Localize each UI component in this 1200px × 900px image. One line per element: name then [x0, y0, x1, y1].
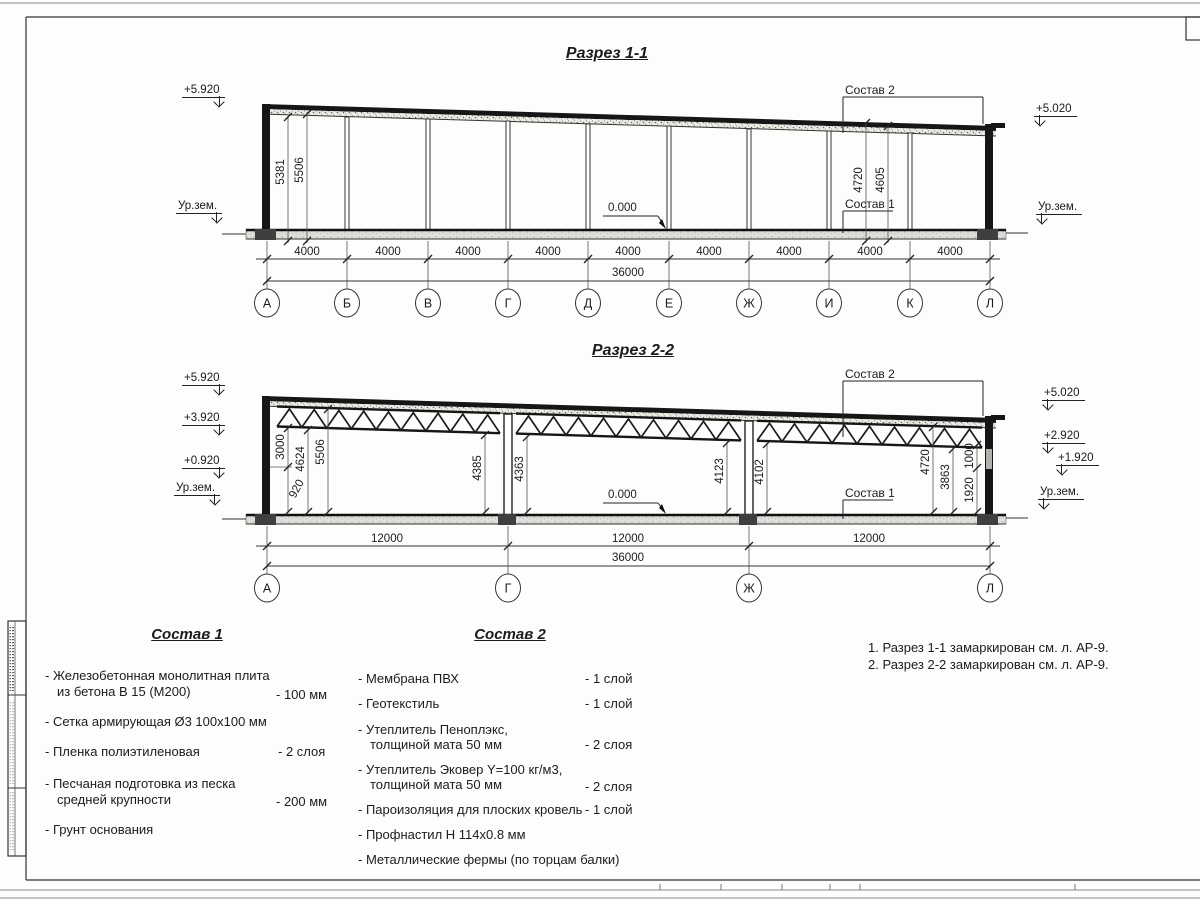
- level-arrow-icon: [1055, 464, 1068, 476]
- height-dim-5381: 5381: [275, 159, 287, 185]
- sheet-note: 2. Разрез 2-2 замаркирован см. л. АР-9.: [868, 657, 1109, 672]
- level-arrow-icon: [213, 384, 226, 396]
- list-item-value: - 200 мм: [276, 794, 328, 809]
- level-value: +5.920: [184, 372, 220, 384]
- level-value: Ур.зем.: [176, 482, 216, 494]
- height-dim-4102: 4102: [754, 459, 766, 485]
- grid-bubble: Ж: [736, 289, 762, 318]
- grid-bubble: В: [415, 289, 441, 318]
- grid-bubble: А: [254, 574, 280, 603]
- zero-level-s1: 0.000: [608, 202, 637, 214]
- list-item-value: - 2 слоя: [278, 744, 326, 759]
- zero-level-s2: 0.000: [608, 489, 637, 501]
- list-item-value: - 1 слой: [585, 671, 633, 686]
- height-dim-5506-s2: 5506: [315, 439, 327, 465]
- level-mark-2920-right-s2: [1042, 429, 1085, 444]
- list-item: - Сетка армирующая Ø3 100x100 мм: [45, 714, 267, 729]
- level-value: +0.920: [184, 455, 220, 467]
- list-item: - Грунт основания: [45, 822, 154, 837]
- list-item: - Утеплитель Пеноплэкс,: [358, 722, 508, 737]
- list-item: толщиной мата 50 мм: [370, 737, 503, 752]
- level-arrow-icon: [1037, 498, 1050, 510]
- level-arrow-icon: [213, 467, 226, 479]
- grid-bubble: А: [254, 289, 280, 318]
- callout-sostav1-s1: Состав 1: [845, 197, 895, 211]
- list-item-value: - 1 слой: [585, 802, 633, 817]
- callout-sostav2-s1: Состав 2: [845, 83, 895, 97]
- bay-dim: 12000: [371, 533, 403, 545]
- list-item-value: - 2 слоя: [585, 737, 633, 752]
- grid-bubble: Л: [977, 574, 1003, 603]
- grid-bubble: Л: [977, 289, 1003, 318]
- level-value: Ур.зем.: [178, 200, 218, 212]
- bay-dim: 4000: [937, 246, 963, 258]
- left-filing-strip: [8, 621, 26, 856]
- section2-title: Разрез 2-2: [591, 342, 675, 359]
- height-dim-3000: 3000: [275, 434, 287, 460]
- height-dim-4123: 4123: [714, 458, 726, 484]
- height-dim-4720-s1: 4720: [853, 167, 865, 193]
- bay-dim: 4000: [455, 246, 481, 258]
- bay-dim: 4000: [375, 246, 401, 258]
- level-arrow-icon: [213, 96, 226, 108]
- list-item: - Геотекстиль: [358, 696, 440, 711]
- list-item: - Профнастил Н 114x0.8 мм: [358, 827, 526, 842]
- level-value: Ур.зем.: [1040, 486, 1080, 498]
- list-item: - Пленка полиэтиленовая: [45, 744, 200, 759]
- list-item: - Пароизоляция для плоских кровель: [358, 802, 583, 817]
- bay-dim: 12000: [853, 533, 885, 545]
- total-dim-s2: 36000: [612, 552, 644, 564]
- height-dim-3863: 3863: [940, 464, 952, 490]
- bay-dim: 4000: [857, 246, 883, 258]
- list-item: - Мембрана ПВХ: [358, 671, 459, 686]
- ground-level-right-s1: [1036, 200, 1082, 215]
- level-arrow-icon: [208, 494, 221, 506]
- grid-bubble: Д: [575, 289, 601, 318]
- bay-dim: 4000: [615, 246, 641, 258]
- list-item-value: - 1 слой: [585, 696, 633, 711]
- grid-bubble: Ж: [736, 574, 762, 603]
- level-value: +5.920: [184, 84, 220, 96]
- level-arrow-icon: [1041, 399, 1054, 411]
- grid-bubble: К: [897, 289, 923, 318]
- list-item: толщиной мата 50 мм: [370, 777, 503, 792]
- ground-level-left-s2: [174, 481, 220, 496]
- section1-title: Разрез 1-1: [565, 45, 649, 62]
- callout-sostav2-s2: Состав 2: [845, 367, 895, 381]
- list-item-value: - 2 слоя: [585, 779, 633, 794]
- grid-bubble: Г: [495, 574, 521, 603]
- height-dim-1000: 1000: [964, 443, 976, 469]
- bay-dim: 4000: [776, 246, 802, 258]
- sostav2-title: Состав 2: [474, 626, 546, 643]
- list-item: средней крупности: [57, 792, 171, 807]
- grid-bubble: Е: [656, 289, 682, 318]
- ground-level-right-s2: [1038, 485, 1084, 500]
- height-dim-1920: 1920: [964, 477, 976, 503]
- ground-level-left-s1: [176, 199, 222, 214]
- level-mark-5920-left-s1: [182, 83, 225, 98]
- bay-dim: 4000: [696, 246, 722, 258]
- level-value: +5.020: [1044, 387, 1080, 399]
- level-arrow-icon: [210, 212, 223, 224]
- level-value: +1.920: [1058, 452, 1094, 464]
- sostav1-title: Состав 1: [151, 626, 223, 643]
- level-arrow-icon: [1033, 115, 1046, 127]
- total-dim-s1: 36000: [612, 267, 644, 279]
- level-mark-5920-left-s2: [182, 371, 225, 386]
- level-value: +5.020: [1036, 103, 1072, 115]
- level-arrow-icon: [1041, 442, 1054, 454]
- level-mark-5020-right-s1: [1034, 102, 1077, 117]
- level-mark-5020-right-s2: [1042, 386, 1085, 401]
- list-item: из бетона В 15 (М200): [57, 684, 191, 699]
- list-item: - Железобетонная монолитная плита: [45, 668, 270, 683]
- level-value: Ур.зем.: [1038, 201, 1078, 213]
- level-mark-1920-right-s2: [1056, 451, 1099, 466]
- height-dim-4720-s2: 4720: [920, 449, 932, 475]
- grid-bubble: Г: [495, 289, 521, 318]
- sheet-note: 1. Разрез 1-1 замаркирован см. л. АР-9.: [868, 640, 1109, 655]
- level-value: +3.920: [184, 412, 220, 424]
- bay-dim: 4000: [294, 246, 320, 258]
- level-mark-3920-left-s2: [182, 411, 225, 426]
- list-item: - Металлические фермы (по торцам балки): [358, 852, 620, 867]
- height-dim-920: 920: [287, 477, 307, 501]
- height-dim-4363: 4363: [514, 456, 526, 482]
- list-item: - Песчаная подготовка из песка: [45, 776, 236, 791]
- level-arrow-icon: [213, 424, 226, 436]
- list-item-value: - 100 мм: [276, 687, 328, 702]
- height-dim-4624: 4624: [295, 446, 307, 472]
- list-item: - Утеплитель Эковер Y=100 кг/м3,: [358, 762, 563, 777]
- height-dim-4385: 4385: [472, 455, 484, 481]
- height-dim-5506-s1: 5506: [294, 157, 306, 183]
- bay-dim: 12000: [612, 533, 644, 545]
- level-value: +2.920: [1044, 430, 1080, 442]
- level-mark-0920-left-s2: [182, 454, 225, 469]
- bay-dim: 4000: [535, 246, 561, 258]
- height-dim-4605: 4605: [875, 167, 887, 193]
- level-arrow-icon: [1035, 213, 1048, 225]
- callout-sostav1-s2: Состав 1: [845, 486, 895, 500]
- grid-bubble: Б: [334, 289, 360, 318]
- grid-bubble: И: [816, 289, 842, 318]
- sheet-frame: [0, 3, 1200, 898]
